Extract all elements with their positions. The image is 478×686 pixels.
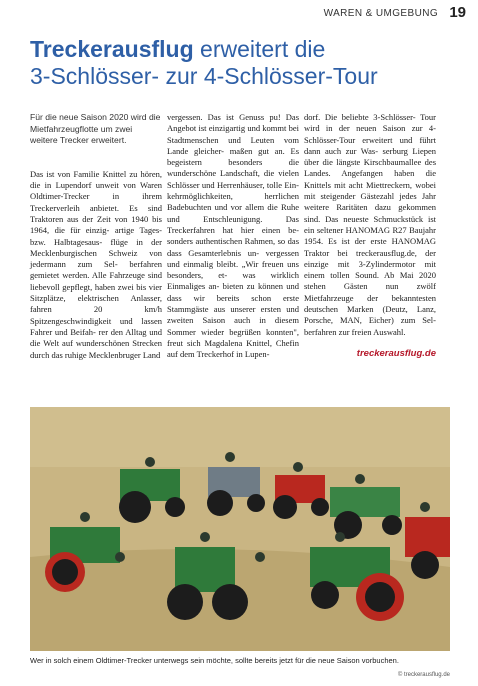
column-3-text: dorf. Die beliebte 3-Schlösser- Tour wird in der neuen Saison zur 4-Schlösser-Tour erweitert und führt dann auch zur Was- serburg Liepen über die längste Kirschbaumallee des Landes. Angefangen haben die Knittels mit acht Miettreckern, wobei mit steigender Gästezahl jedes Jahr weitere Raritäten dazu gekommen sind. Das neueste Schmuckstück ist ein seltener HANOMAG R27 Baujahr 1954. Es ist der erste HANOMAG Traktor bei treckerausflug.de, der einzige mit 3-Zylindermotor mit einem tollen Sound. Ab Mai 2020 stehen Gästen nun zwölf Mietfahrzeuge der bekanntesten deutschen Marken (Deutz, Lanz, Porsche, MAN, Eicher) zum Sel- berfahren zur freien Auswahl. xyxy=(304,112,436,337)
page-header xyxy=(0,6,478,24)
article-title xyxy=(30,36,460,90)
tractor-scene-illustration xyxy=(30,407,450,651)
lead-paragraph: Für die neue Saison 2020 wird die Mietfahrzeugflotte um zwei weitere Trecker erweitert. xyxy=(30,112,161,146)
column-1 xyxy=(30,112,162,361)
section-label: WAREN & UMGEBUNG xyxy=(323,8,438,19)
title-line2: 3-Schlösser- zur 4-Schlösser-Tour xyxy=(30,63,378,89)
title-bold: Treckerausflug xyxy=(30,36,194,62)
title-rest: erweitert die xyxy=(193,36,326,62)
website-link[interactable]: treckerausflug.de xyxy=(356,347,436,359)
column-2 xyxy=(167,112,299,361)
column-2-text: vergessen. Das ist Genuss pu! Das Angebot ist einzigartig und kommt bei Stadtmenschen und Leuten vom Lande gleicher- maßen gut an. Es begeistern besonders die wunderschöne Landschaft, die vielen Schlösser und Herrenhäuser, tolle Ein- kehrmöglichkeiten, herrlichen Badebuchten und vor allem die Ruhe und Entschleunigung. Das Treckerfahren hat hier einen be- sonders authentischen Rahmen, so das dass Gesamterlebnis un- vergessen und einmalig bleibt. „Wir freuen uns besonders, et- was wirklich Einmaliges an- bieten zu können und dass wir bereits schon erste Stammgäste aus unserer ersten und zweiten Saison auch in diesem Sommer wieder begrüßen konnten", freut sich Magdalena Knittel, Chefin auf dem Treckerhof in Lupen- xyxy=(167,112,299,360)
photo-credit: © treckerausflug.de xyxy=(397,672,450,678)
page-number: 19 xyxy=(449,4,466,21)
photo-caption: Wer in solch einem Oldtimer-Trecker unterwegs sein möchte, sollte bereits jetzt für die neue Saison vorbuchen. xyxy=(30,656,399,665)
column-1-text: Das ist von Familie Knittel zu hören, die in Lupendorf unweit von Waren Oldtimer-Trecker in ihrem Treckerverleih anbietet. Es sind Traktoren aus der Zeit von 1940 bis 1964, die für einzig- artige Tages- bzw. Halbtagesaus- flüge in der Mecklenburgischen Schweiz von jedermann zum Sel- berfahren gemietet werden. Alle Fahrzeuge sind liebevoll gepflegt, haben zwei bis vier Sitzplätze, elektrischen Anlasser, fahren 20 km/h Spitzengeschwindigkeit und lassen Fahrer und Beifah- rer den Alltag und die Welt auf wunderschönen Strecken durch das ruhige Mecklenbruger Land xyxy=(30,168,162,360)
column-3 xyxy=(304,112,436,359)
tractor-group-photo xyxy=(30,407,450,651)
